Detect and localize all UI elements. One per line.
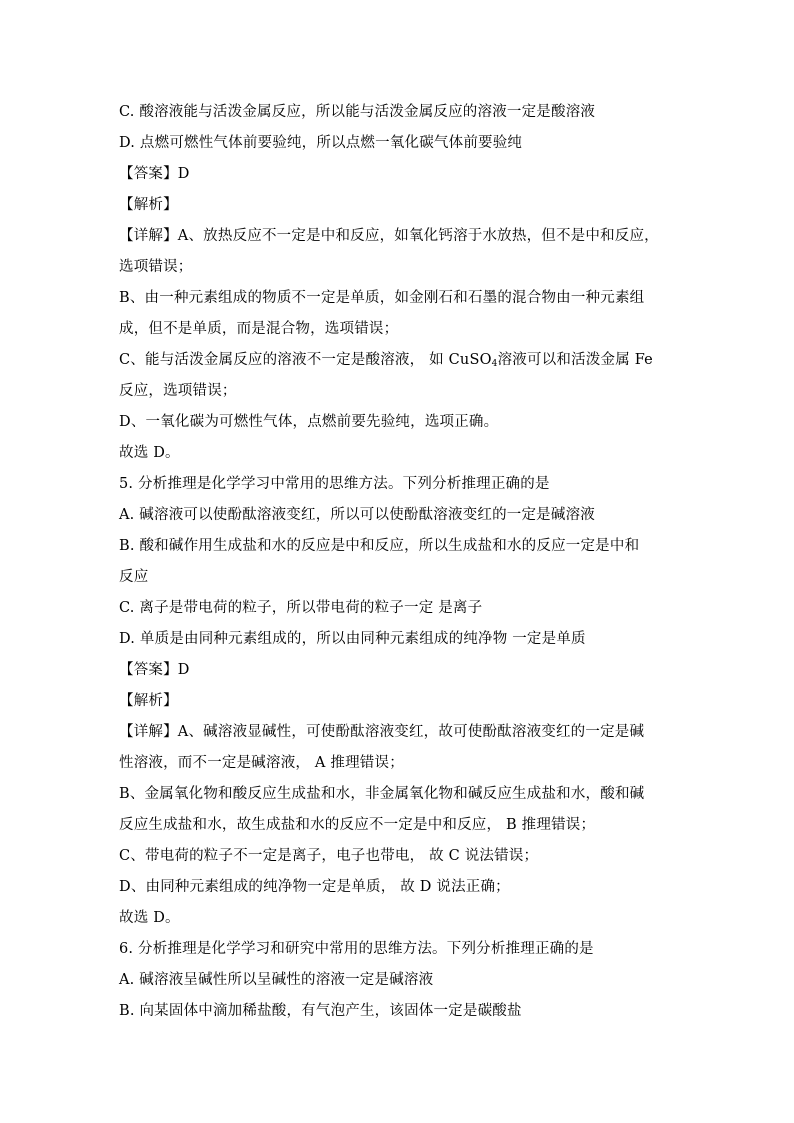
question-5-option-c: C. 离子是带电荷的粒子，所以带电荷的粒子一定 是离子 — [119, 600, 483, 616]
question-6-option-b: B. 向某固体中滴加稀盐酸，有气泡产生，该固体一定是碳酸盐 — [119, 1003, 522, 1019]
answer-label: 【答案】D — [119, 662, 190, 678]
explanation-line: 【详解】A、碱溶液显碱性，可使酚酞溶液变红，故可使酚酞溶液变红的一定是碱 — [119, 724, 645, 740]
explanation-line: 反应，选项错误； — [119, 383, 237, 399]
question-6-option-a: A. 碱溶液呈碱性所以呈碱性的溶液一定是碱溶液 — [119, 972, 434, 988]
conclusion-line: 故选 D。 — [119, 910, 180, 926]
explanation-line: 反应生成盐和水，故生成盐和水的反应不一定是中和反应， B 推理错误； — [119, 817, 596, 833]
formula-post: 溶液可以和活泼金属 Fe — [497, 352, 653, 368]
question-5-option-d: D. 单质是由同种元素组成的，所以由同种元素组成的纯净物 一定是单质 — [119, 631, 586, 647]
formula-pre: C、能与活泼金属反应的溶液不一定是酸溶液， 如 CuSO — [119, 352, 492, 368]
explanation-line: B、由一种元素组成的物质不一定是单质，如金刚石和石墨的混合物由一种元素组 — [119, 290, 645, 306]
analysis-label: 【解析】 — [119, 693, 178, 709]
explanation-line: 选项错误； — [119, 259, 193, 275]
question-5-option-b-cont: 反应 — [119, 569, 149, 585]
explanation-line-formula — [119, 350, 719, 370]
analysis-label: 【解析】 — [119, 197, 178, 213]
explanation-line: 【详解】A、放热反应不一定是中和反应，如氧化钙溶于水放热，但不是中和反应， — [119, 228, 659, 244]
question-5-option-b: B. 酸和碱作用生成盐和水的反应是中和反应，所以生成盐和水的反应一定是中和 — [119, 538, 640, 554]
question-6-stem: 6. 分析推理是化学学习和研究中常用的思维方法。下列分析推理正确的是 — [119, 941, 594, 957]
formula-subscript: 4 — [491, 359, 498, 369]
option-d-line: D. 点燃可燃性气体前要验纯，所以点燃一氧化碳气体前要验纯 — [119, 135, 523, 151]
explanation-line: C、带电荷的粒子不一定是离子，电子也带电， 故 C 说法错误； — [119, 848, 539, 864]
explanation-line: B、金属氧化物和酸反应生成盐和水，非金属氧化物和碱反应生成盐和水，酸和碱 — [119, 786, 645, 802]
conclusion-line: 故选 D。 — [119, 445, 180, 461]
explanation-line: 性溶液，而不一定是碱溶液， A 推理错误； — [119, 755, 404, 771]
question-5-stem: 5. 分析推理是化学学习中常用的思维方法。下列分析推理正确的是 — [119, 476, 550, 492]
question-5-option-a: A. 碱溶液可以使酚酞溶液变红，所以可以使酚酞溶液变红的一定是碱溶液 — [119, 507, 595, 523]
option-c-line: C. 酸溶液能与活泼金属反应，所以能与活泼金属反应的溶液一定是酸溶液 — [119, 104, 596, 120]
answer-label: 【答案】D — [119, 166, 190, 182]
explanation-line: 成，但不是单质，而是混合物，选项错误； — [119, 321, 399, 337]
explanation-line: D、一氧化碳为可燃性气体，点燃前要先验纯，选项正确。 — [119, 414, 499, 430]
explanation-line: D、由同种元素组成的纯净物一定是单质， 故 D 说法正确； — [119, 879, 510, 895]
